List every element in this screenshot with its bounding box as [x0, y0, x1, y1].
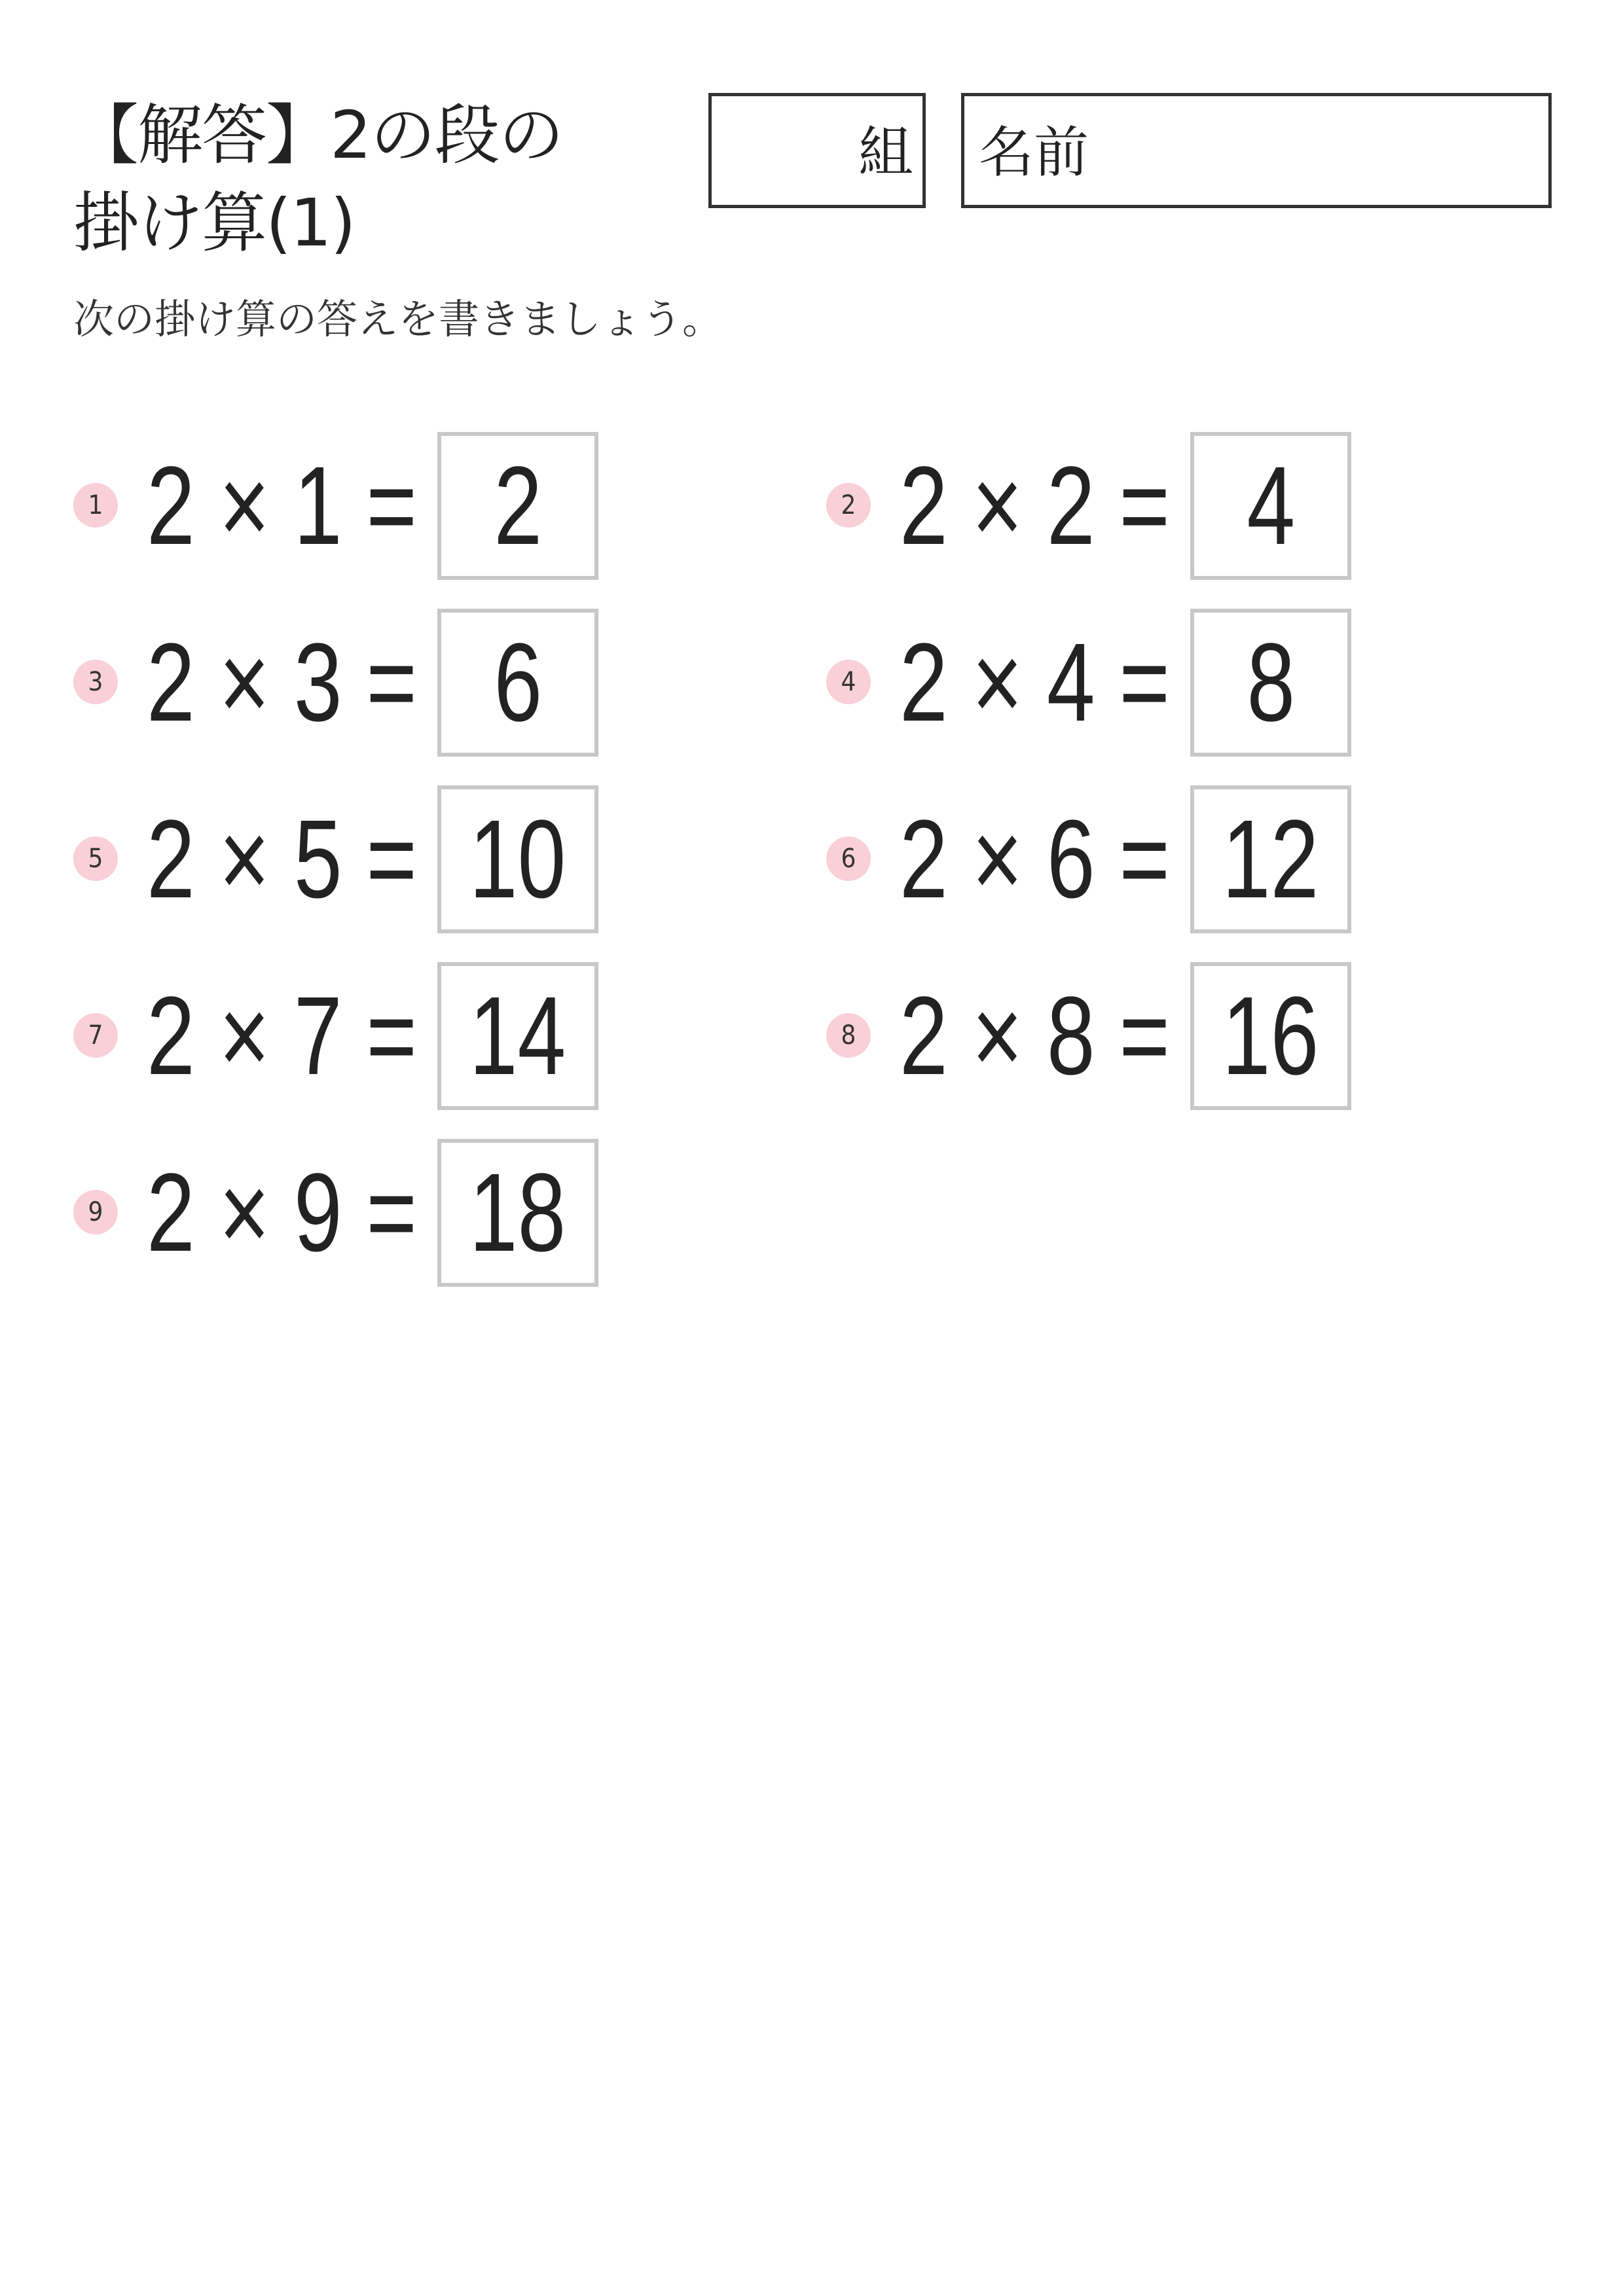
- class-field[interactable]: [708, 93, 926, 208]
- worksheet-title: [73, 92, 663, 267]
- answer-box[interactable]: [437, 432, 598, 580]
- title-line-1: 【解答】2の段の: [73, 97, 563, 173]
- answer-value: 12: [1222, 797, 1319, 922]
- problem-expression: 2 × 5 =: [147, 797, 417, 922]
- problem-number-badge: 8: [826, 1013, 871, 1058]
- problem-number-badge: 5: [73, 836, 118, 881]
- problem-number-badge: 2: [826, 483, 871, 528]
- problem-expression: 2 × 8 =: [900, 974, 1170, 1098]
- answer-box[interactable]: [1190, 785, 1351, 933]
- answer-box[interactable]: [1190, 432, 1351, 580]
- problem-expression: 2 × 3 =: [147, 620, 417, 745]
- class-label: 組: [858, 120, 913, 185]
- answer-box[interactable]: [437, 1139, 598, 1287]
- problem-number-badge: 4: [826, 660, 871, 704]
- answer-value: 10: [469, 797, 566, 922]
- problem-item: [73, 432, 728, 580]
- answer-box[interactable]: [437, 785, 598, 933]
- problem-number-badge: 3: [73, 660, 118, 704]
- answer-value: 14: [469, 974, 566, 1098]
- problem-item: [73, 962, 728, 1110]
- problem-item: [73, 609, 728, 757]
- name-label: 名前: [979, 120, 1089, 185]
- problem-item: [73, 785, 728, 933]
- answer-box[interactable]: [1190, 609, 1351, 757]
- answer-value: 4: [1247, 444, 1295, 568]
- instruction-text: 次の掛け算の答えを書きましょう。: [73, 295, 723, 343]
- problem-number-badge: 6: [826, 836, 871, 881]
- problem-item: [826, 609, 1481, 757]
- problem-expression: 2 × 7 =: [147, 974, 417, 1098]
- problem-item: [826, 432, 1481, 580]
- answer-value: 16: [1222, 974, 1319, 1098]
- problem-item: [73, 1139, 728, 1287]
- name-field[interactable]: [961, 93, 1552, 208]
- problem-expression: 2 × 1 =: [147, 444, 417, 568]
- answer-value: 8: [1247, 620, 1295, 745]
- problem-expression: 2 × 6 =: [900, 797, 1170, 922]
- problem-item: [826, 962, 1481, 1110]
- title-line-2: 掛け算(1): [73, 185, 355, 261]
- problem-number-badge: 1: [73, 483, 118, 528]
- answer-value: 2: [494, 444, 542, 568]
- answer-value: 18: [469, 1151, 566, 1275]
- answer-box[interactable]: [437, 609, 598, 757]
- problem-expression: 2 × 9 =: [147, 1151, 417, 1275]
- problem-expression: 2 × 2 =: [900, 444, 1170, 568]
- problem-number-badge: 9: [73, 1190, 118, 1234]
- problem-expression: 2 × 4 =: [900, 620, 1170, 745]
- problem-number-badge: 7: [73, 1013, 118, 1058]
- answer-box[interactable]: [437, 962, 598, 1110]
- answer-box[interactable]: [1190, 962, 1351, 1110]
- answer-value: 6: [494, 620, 542, 745]
- problem-item: [826, 785, 1481, 933]
